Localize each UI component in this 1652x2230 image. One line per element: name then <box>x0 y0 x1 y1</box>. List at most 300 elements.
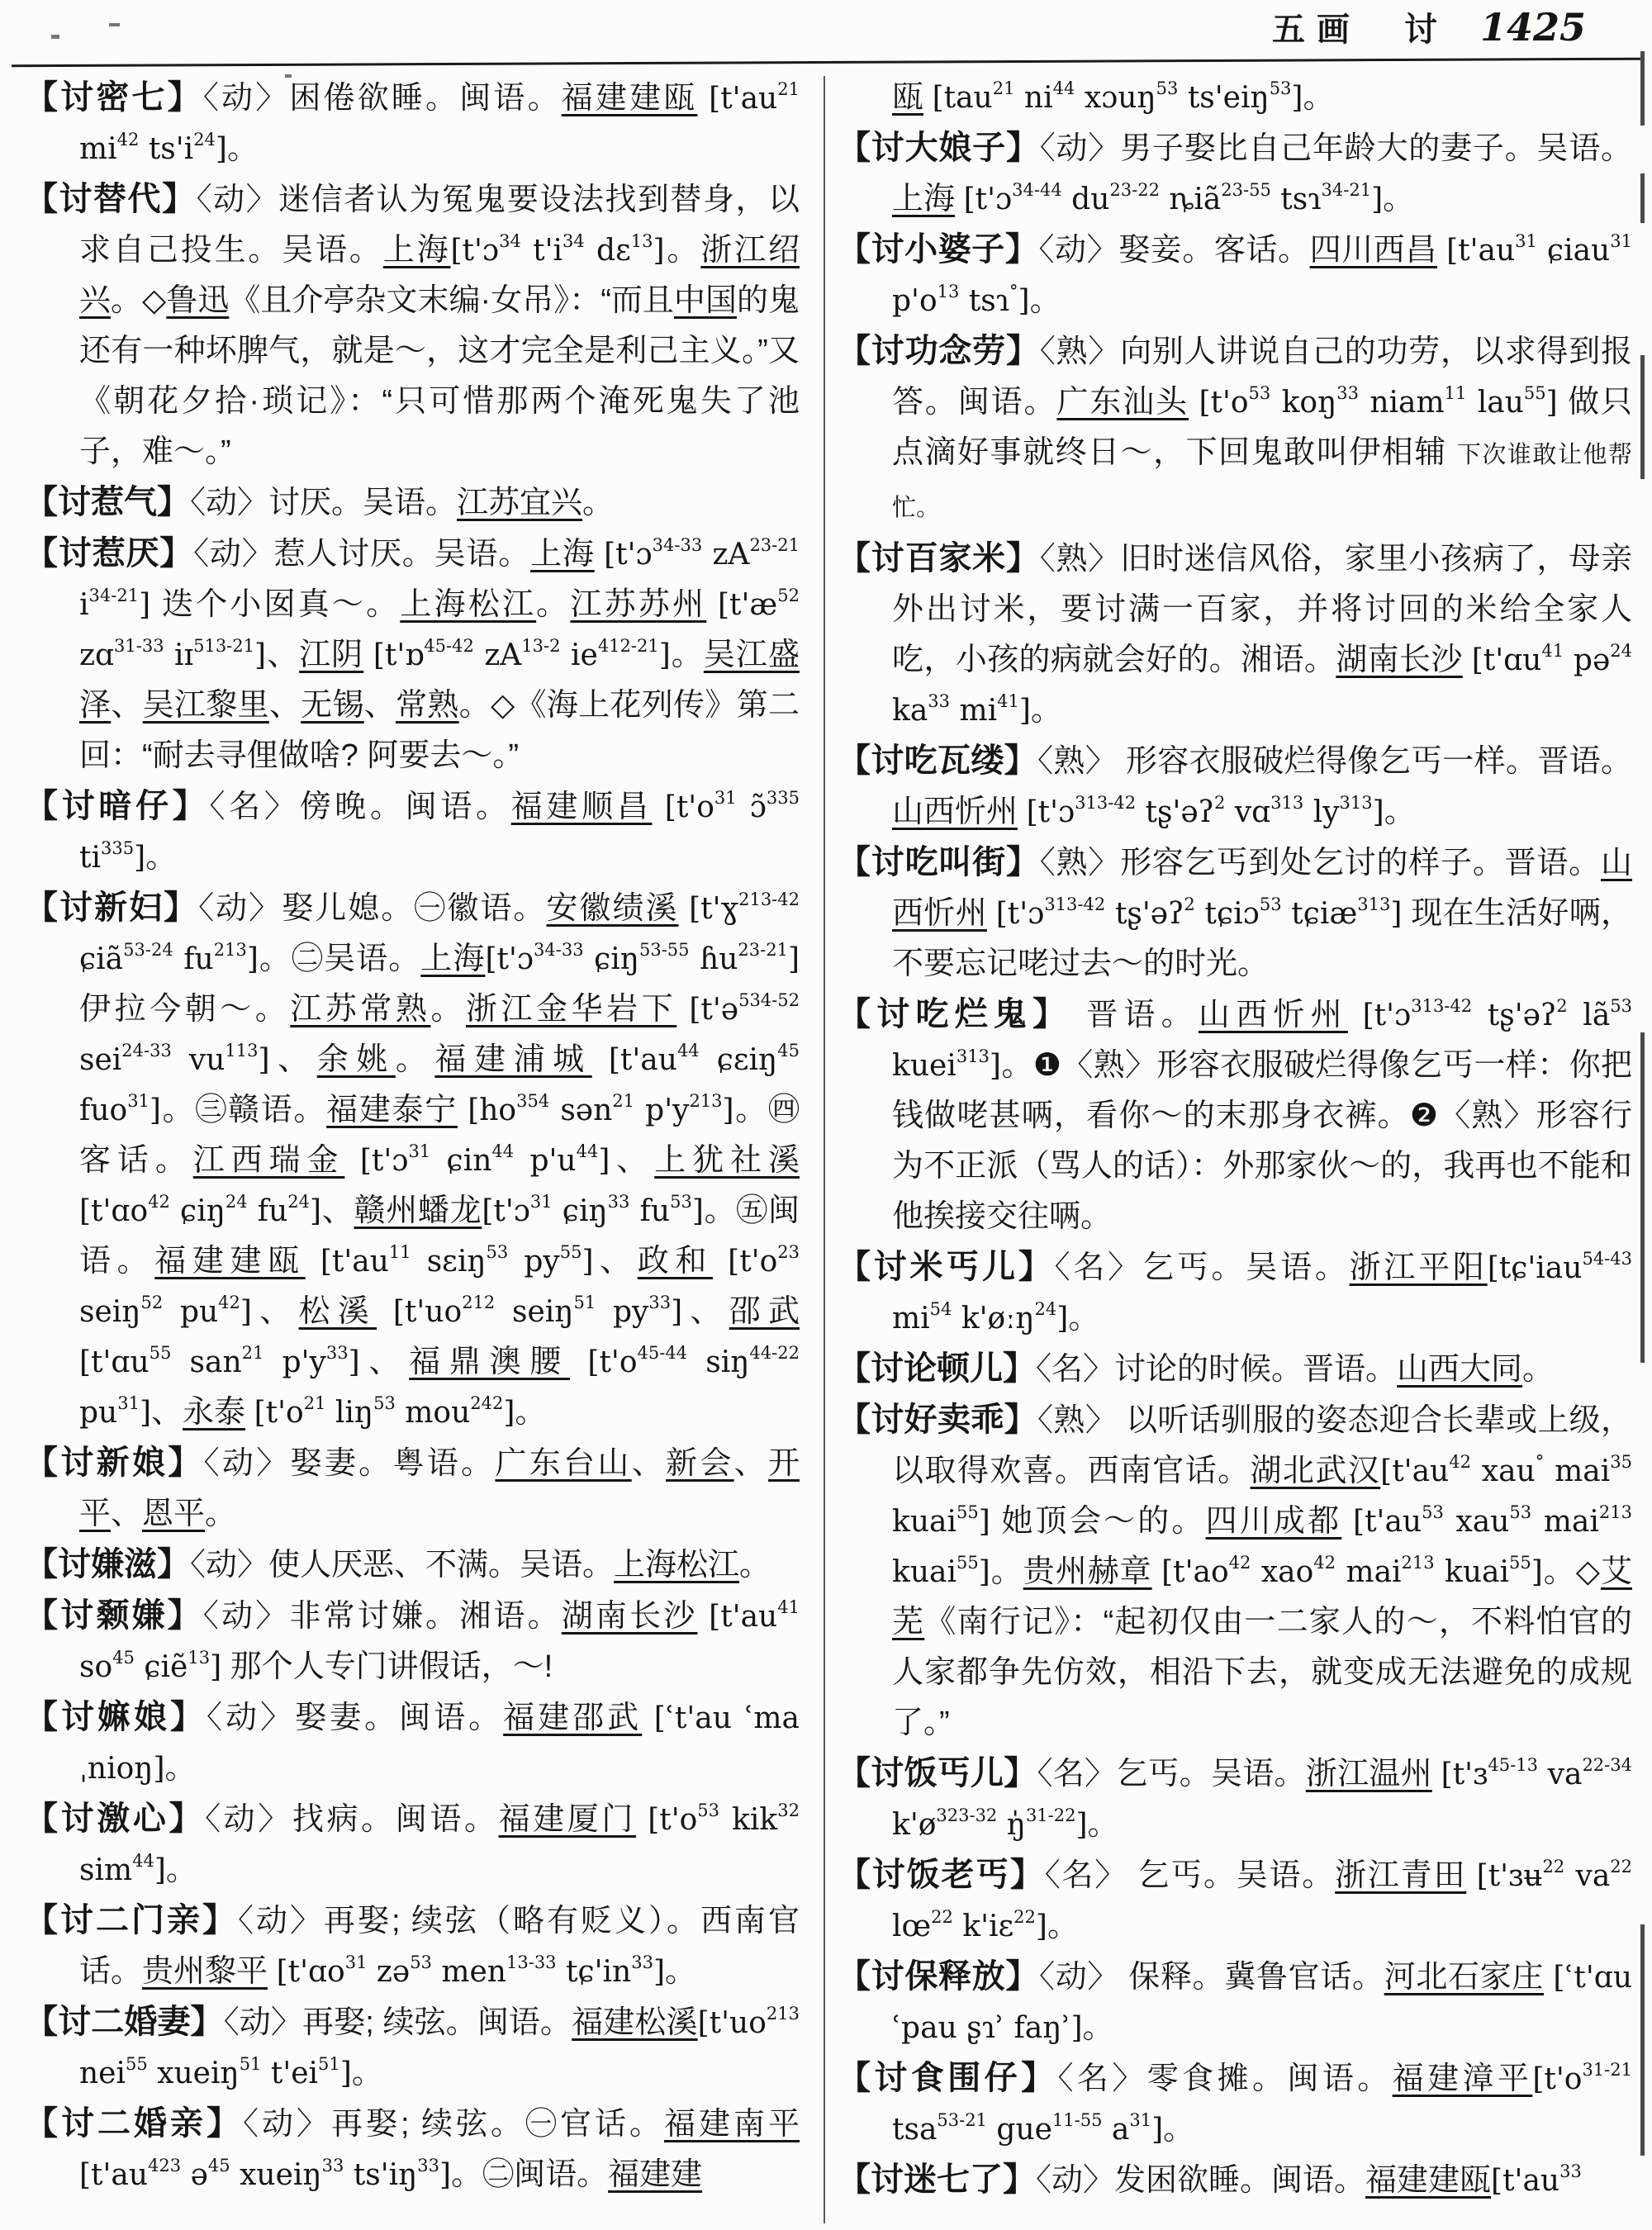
entry-text <box>636 1802 648 1837</box>
place-name: 江苏宜兴 <box>457 486 583 520</box>
place-name: 山西忻州 <box>1198 998 1348 1032</box>
ipa-transcription: [$t'o^{21}$ liŋ$^{53}$ mou$^{242}$] <box>254 1393 515 1430</box>
ipa-transcription: [$t'au^{53}$ xau$^{53}$ mai$^{213}$ kuai$^{55}$] <box>892 1502 1632 1589</box>
stroke-section-label: 五画 <box>1272 12 1361 48</box>
entry-text: 保释。冀鲁官话。 <box>1119 1960 1384 1995</box>
place-name: 山西忻州 <box>892 846 1632 931</box>
place-name: 吴江盛泽 <box>79 638 800 723</box>
entry-headword: 【讨二婚妻】 <box>25 2004 224 2040</box>
entry-text: 、 <box>359 1345 410 1379</box>
place-name: 新会 <box>666 1446 734 1481</box>
pos-tag: 〈熟〉 <box>1037 744 1118 779</box>
ipa-transcription: [t'ɔ$^{31}$ ɕin$^{44}$ $p'u^{44}$] <box>359 1141 610 1178</box>
dictionary-entry <box>25 1591 800 1692</box>
dictionary-entry <box>838 1952 1632 2053</box>
dictionary-entry <box>838 1850 1632 1952</box>
entry-text: 。 <box>164 1751 197 1786</box>
place-name: 赣州蟠龙 <box>354 1193 482 1228</box>
dictionary-entry <box>25 1997 800 2099</box>
place-name: 福建泰宁 <box>326 1093 458 1127</box>
place-name: 江阴 <box>299 638 364 672</box>
place-name: 福建建瓯 <box>1365 2163 1492 2198</box>
ipa-transcription: [$t'au^{31}$ ɕiau$^{31}$ $p'o^{13}$ tsɿ°] <box>892 231 1632 318</box>
entry-text: 、 <box>151 1395 183 1430</box>
pos-tag: 〈动〉 <box>205 1802 292 1837</box>
entry-text: 。 <box>670 638 704 672</box>
place-name: 无锡 <box>301 688 364 723</box>
ipa-transcription: [t'ɔ$^{34-33}$ $zA^{23-21}$ $i^{34-21}$] <box>79 535 800 622</box>
entry-headword: 【讨百家米】 <box>838 540 1040 576</box>
entry-text <box>1189 385 1199 420</box>
entry-text <box>713 1244 728 1279</box>
entry-text <box>923 80 933 115</box>
pos-tag: 〈动〉 <box>1038 233 1119 268</box>
pos-tag: 〈名〉 <box>1044 1858 1128 1893</box>
place-name: 福建松溪 <box>572 2005 698 2040</box>
entry-headword: 【讨小婆子】 <box>838 231 1039 268</box>
pos-tag: 〈动〉 <box>1039 1960 1120 1995</box>
entry-text: 。㊁闽语。 <box>451 2157 609 2192</box>
entry-text: 形容行为不正派（骂人的话）：外那家伙～的，我再也不能和他挨接交往唡。 <box>892 1098 1632 1234</box>
pos-tag: 〈动〉 <box>206 1701 296 1735</box>
entry-text: 形容衣服破烂得像乞丐一样：你把钱做咾甚唡，看你～的末那身衣裤。❷ <box>892 1048 1632 1133</box>
place-name: 山西忻州 <box>892 795 1018 829</box>
entry-text: 晋语。 <box>1071 998 1199 1032</box>
entry-text: 。 <box>664 233 701 268</box>
place-name: 贵州黎平 <box>142 1954 268 1989</box>
entry-text: 。 <box>395 1042 435 1077</box>
entry-text: 。 <box>1303 80 1335 115</box>
entry-text: 伊拉今朝～。 <box>79 992 291 1027</box>
entry-text: 、 <box>593 1244 638 1279</box>
entry-text: 。 <box>1029 283 1061 318</box>
place-name: 河北石家庄 <box>1384 1960 1545 1995</box>
right-column <box>838 73 1632 2206</box>
entry-text: 。㊃客话。 <box>79 1093 800 1178</box>
entry-text: 迭个小囡真～。 <box>150 587 401 622</box>
ipa-transcription: [$t'au^{21}$ $mi^{42}$ $ts'i^{24}$] <box>79 79 800 166</box>
entry-text <box>1463 643 1472 677</box>
entry-text <box>268 1954 277 1989</box>
pos-tag: 〈动〉 <box>203 1446 291 1481</box>
place-name: 浙江平阳 <box>1349 1250 1488 1285</box>
page-header <box>1272 3 1586 50</box>
place-name: 浙江温州 <box>1305 1757 1432 1791</box>
entry-text <box>363 638 373 672</box>
entry-text <box>955 182 964 216</box>
entry-text: 、 <box>111 1497 143 1531</box>
dictionary-entry <box>25 1692 800 1794</box>
entry-text: 、 <box>111 688 143 723</box>
scan-speck <box>285 74 292 78</box>
pos-tag: 〈熟〉 <box>1037 1403 1118 1438</box>
entry-text <box>458 1093 468 1127</box>
dictionary-entry <box>25 1540 800 1591</box>
place-name: 浙江青田 <box>1335 1858 1467 1893</box>
entry-text: 、 <box>631 1446 667 1481</box>
place-name: 安徽绩溪 <box>546 891 679 926</box>
entry-text: 使人厌恶、不满。吴语。 <box>268 1548 615 1582</box>
entry-text <box>679 891 690 926</box>
entry-text <box>592 1042 609 1077</box>
entry-text <box>653 790 665 824</box>
entry-text: 。◇ <box>111 283 167 318</box>
place-name: 四川成都 <box>1205 1504 1342 1539</box>
entry-text: 。 <box>430 992 466 1027</box>
place-name: 江苏常熟 <box>290 992 431 1027</box>
entry-text: 的鬼还有一种坏脾气，就是～，这才完全是利己主义。”又《朝花夕拾·琐记》：“只可惜那两个淹死鬼失了池子，难～。” <box>79 283 800 469</box>
place-name: 四川西昌 <box>1309 233 1437 268</box>
place-name: 福建南平 <box>664 2107 800 2142</box>
dictionary-entry <box>25 477 800 529</box>
place-name: 政和 <box>637 1244 713 1279</box>
place-name: 上海松江 <box>614 1548 740 1582</box>
entry-text <box>697 1599 709 1634</box>
dictionary-entry <box>25 2099 800 2200</box>
ipa-transcription: [$t'ao^{42}$ xao$^{42}$ mai$^{213}$ kuai$^{55}$] <box>1161 1553 1543 1589</box>
dictionary-entry <box>838 225 1632 326</box>
ipa-transcription: [$t'au^{11}$ sɛiŋ$^{53}$ $py^{55}$] <box>320 1242 594 1279</box>
pos-tag: 〈熟〉 <box>1061 1048 1157 1083</box>
entry-text: 讨厌。吴语。 <box>268 486 458 520</box>
entry-text: 娶妻。闽语。 <box>295 1701 504 1735</box>
ipa-transcription: [$t'o^{31-21}$ tsa$^{53-21}$ gue$^{11-55}$ $a^{31}$] <box>892 2060 1632 2147</box>
dictionary-entry <box>25 73 800 174</box>
ipa-transcription: [t'ɑu$^{41}$ pə$^{24}$ $ka^{33}$ $mi^{41}$] <box>892 641 1632 728</box>
entry-headword: 【讨嫲娘】 <box>25 1699 207 1735</box>
entry-text: 迷信者认为冤鬼要设法找到替身，以求自己投生。吴语。 <box>79 183 800 268</box>
entry-text <box>1437 233 1446 268</box>
entry-text <box>697 81 709 116</box>
pos-tag: 〈动〉 <box>190 486 269 520</box>
entry-headword: 【讨惹厌】 <box>25 535 194 572</box>
entry-text: 惹人讨厌。吴语。 <box>273 537 531 572</box>
entry-text: 。 <box>1383 182 1415 216</box>
dictionary-entry <box>838 2155 1632 2206</box>
dictionary-entry <box>838 736 1632 837</box>
dictionary-entry <box>838 837 1632 989</box>
entry-continuation <box>838 73 1632 123</box>
pos-tag: 〈动〉 <box>196 183 279 217</box>
entry-headword: 【讨迷七了】 <box>838 2161 1036 2198</box>
ipa-transcription: [ʿt'ɑu ʿpau ʂɿʾ faŋʾ] <box>892 1961 1633 2045</box>
entry-text: 。 <box>536 587 571 622</box>
entry-headword: 【讨功念劳】 <box>838 333 1040 369</box>
ipa-transcription: [t'ɜʉ$^{22}$ $va^{22}$ $lœ^{22}$ k'iɛ$^{22}$] <box>892 1857 1633 1943</box>
entry-text: 乞丐。吴语。 <box>1116 1757 1306 1791</box>
ipa-transcription: [$ho^{354}$ sən$^{21}$ $p'y^{213}$] <box>468 1091 734 1127</box>
pos-tag: 〈动〉 <box>1036 2163 1115 2198</box>
dictionary-entry <box>838 1344 1632 1395</box>
entry-text <box>1348 998 1363 1032</box>
entry-text: 。◇ <box>1542 1554 1601 1589</box>
header-rule <box>12 58 1640 68</box>
entry-text: 形容乞丐到处乞讨的样子。晋语。 <box>1120 846 1601 880</box>
entry-text: 。 <box>515 1395 547 1430</box>
entry-text: 。 <box>1384 795 1416 829</box>
entry-headword: 【讨食围仔】 <box>838 2060 1058 2096</box>
ipa-transcription: [$t'o^{53}$ koŋ$^{33}$ niam$^{11}$ lau$^{55}$] <box>1199 383 1558 420</box>
pos-tag: 〈名〉 <box>1036 1352 1115 1387</box>
ipa-transcription: [$t'au^{423}$ ə$^{45}$ xueiŋ$^{33}$ $ts'iŋ^{33}$] <box>79 2156 452 2192</box>
entry-headword: 【讨好卖乖】 <box>838 1402 1038 1438</box>
place-name: 余姚 <box>316 1042 396 1077</box>
entry-headword: 【讨饭老丐】 <box>838 1857 1045 1893</box>
place-name: 浙江金华岩下 <box>465 992 677 1027</box>
entry-text: 、 <box>269 1042 317 1077</box>
ipa-transcription: [t'ɔ$^{34-33}$ ɕiŋ$^{53-55}$ ɦu$^{23-21}$] <box>485 940 800 976</box>
entry-headword: 【讨嫌滋】 <box>25 1546 190 1582</box>
ipa-transcription: [t'ɔ$^{313-42}$ tʂ'əʔ$^2$ tɕiɔ$^{53}$ tɕiæ$^{313}$] <box>995 894 1403 931</box>
entry-text: 《且介亭杂文末编·女吊》：“而且 <box>229 283 674 318</box>
entry-text: 。 <box>1522 1352 1555 1387</box>
ipa-transcription: [$t'au^{33}$ <box>1491 2161 1582 2198</box>
place-name: 恩平 <box>142 1497 206 1531</box>
place-name: 广东汕头 <box>1056 385 1189 420</box>
entry-headword: 【讨吃叫街】 <box>838 844 1040 880</box>
entry-headword: 【讨新娘】 <box>25 1445 204 1481</box>
dictionary-entry <box>25 174 800 477</box>
entry-text: 零食摊。闽语。 <box>1146 2062 1393 2096</box>
entry-headword: 【讨替代】 <box>25 181 197 217</box>
entry-headword: 【讨大娘子】 <box>838 130 1040 166</box>
place-name: 永泰 <box>183 1395 246 1430</box>
entry-text: 做只点滴好事就终日～，下回鬼敢叫伊相辅 <box>892 385 1633 470</box>
place-name: 上海 <box>382 233 451 268</box>
entry-text: 娶妾。客话。 <box>1118 233 1310 268</box>
pos-tag: 〈动〉 <box>237 1904 324 1938</box>
dictionary-entry <box>838 326 1632 534</box>
scan-speck <box>51 35 59 39</box>
place-name: 山西大同 <box>1397 1352 1523 1387</box>
ipa-transcription: [$t'o^{45-44}$ siŋ$^{44-22}$ $pu^{31}$] <box>79 1343 800 1430</box>
pos-tag: 〈动〉 <box>193 537 274 572</box>
entry-text: 。 <box>739 1548 771 1582</box>
entry-text: 娶妻。粤语。 <box>290 1446 496 1481</box>
pos-tag: 〈熟〉 <box>1439 1098 1536 1133</box>
place-name: 艾芜 <box>892 1554 1632 1639</box>
dictionary-entry <box>838 2053 1632 2155</box>
place-name: 邵武 <box>729 1294 800 1329</box>
dictionary-entry <box>838 1748 1632 1850</box>
section-character: 讨 <box>1404 12 1437 48</box>
ipa-transcription: [ʿt'au ʿma ˌnioŋ] <box>79 1701 800 1786</box>
entry-text <box>595 537 604 572</box>
dictionary-entry <box>25 781 800 883</box>
left-column <box>25 73 800 2200</box>
place-name: 上海 <box>420 942 486 976</box>
entry-text: 傍晚。闽语。 <box>299 790 511 824</box>
entry-text <box>245 1395 254 1430</box>
ipa-transcription: [t'ə$^{534-52}$ sei$^{24-33}$ $vu^{113}$] <box>79 990 800 1077</box>
entry-text: 。 <box>582 486 615 520</box>
entry-text: 。 <box>1087 1807 1119 1842</box>
entry-text <box>377 1294 393 1329</box>
place-name: 福鼎澳腰 <box>409 1345 571 1379</box>
entry-text: 。◇《海上花列传》第二回：“耐去寻俚做啥? 阿要去～。” <box>79 688 800 773</box>
ipa-transcription: [t'ɒ$^{45-42}$ $zA^{13-2}$ $ie^{412-21}$] <box>373 636 671 672</box>
entry-text: 讨论的时候。晋语。 <box>1114 1352 1398 1387</box>
place-name: 吴江黎里 <box>142 688 269 723</box>
place-name: 福建漳平 <box>1392 2062 1533 2096</box>
place-name: 江苏苏州 <box>570 587 707 622</box>
dictionary-entry <box>25 1438 800 1540</box>
entry-text: 男子娶比自己年龄大的妻子。吴语。 <box>1120 131 1632 166</box>
place-name: 上海 <box>892 182 956 216</box>
ipa-transcription: [t'ɔ$^{34}$ $t'i^{34}$ dɛ$^{13}$] <box>450 231 665 268</box>
scan-edge-artifact <box>1640 51 1645 126</box>
pos-tag: 〈动〉 <box>223 2005 303 2040</box>
pos-tag: 〈名〉 <box>1057 2062 1147 2096</box>
pos-tag: 〈动〉 <box>198 891 282 926</box>
place-name: 福建浦城 <box>434 1042 592 1077</box>
ipa-transcription: [$t'o^{31}$ ɔ̃$^{335}$ $ti^{335}$] <box>79 788 800 875</box>
entry-text: 。㊂赣语。 <box>160 1093 327 1127</box>
dictionary-entry <box>25 1896 800 1997</box>
entry-headword: 【讨暗仔】 <box>25 788 210 824</box>
entry-text: 娶儿媳。㊀徽语。 <box>282 891 547 926</box>
entry-headword: 【讨吃烂鬼】 <box>838 996 1072 1032</box>
place-name: 上犹社溪 <box>654 1143 800 1178</box>
dictionary-entry <box>838 989 1632 1242</box>
dictionary-entry <box>25 529 800 781</box>
entry-text: 形容衣服破烂得像乞丐一样。晋语。 <box>1117 744 1632 779</box>
entry-headword: 【讨二婚亲】 <box>25 2105 243 2142</box>
entry-text: 。 <box>351 2056 383 2090</box>
pos-tag: 〈名〉 <box>1037 1757 1117 1791</box>
place-name: 广东台山 <box>495 1446 632 1481</box>
entry-headword: 【讨保释放】 <box>838 1958 1040 1995</box>
entry-text <box>306 1244 320 1279</box>
entry-text: 。 <box>226 131 259 166</box>
scan-edge-artifact <box>1640 173 1645 223</box>
dictionary-entry <box>838 1242 1632 1344</box>
column-divider <box>824 76 825 2223</box>
entry-headword: 【讨惹气】 <box>25 484 190 520</box>
entry-text: 、 <box>363 688 396 723</box>
ipa-transcription: [$t'æ^{52}$ zɑ$^{31-33}$ iɪ$^{513-21}$] <box>79 586 800 672</box>
entry-text: 《南行记》：“起初仅由一二家人的～，不料怕官的人家都争先仿效，相沿下去，就变成无法避免的成规了。” <box>892 1605 1632 1740</box>
entry-text: 那个人专门讲假话，～! <box>221 1649 553 1684</box>
pos-tag: 〈动〉 <box>190 1548 269 1582</box>
page-number: 1425 <box>1480 5 1587 50</box>
pos-tag: 〈动〉 <box>242 2107 331 2142</box>
entry-text: 。 <box>990 1554 1023 1589</box>
place-name: 福建顺昌 <box>510 790 653 824</box>
place-name: 福建建 <box>608 2157 703 2192</box>
entry-text <box>706 587 718 622</box>
place-name: 贵州赫章 <box>1023 1554 1152 1589</box>
scan-edge-artifact <box>1640 355 1645 479</box>
place-name: 鲁迅 <box>166 283 230 318</box>
dictionary-entry <box>25 883 800 1438</box>
place-name: 福建建瓯 <box>561 81 698 116</box>
place-name: 福建邵武 <box>503 1701 643 1735</box>
entry-text <box>987 896 996 931</box>
ipa-transcription: [$t'au^{44}$ ɕɛiŋ$^{45}$ fuo$^{31}$] <box>79 1041 800 1127</box>
scan-edge-artifact <box>1640 1924 1645 2156</box>
pos-tag: 〈动〉 <box>1039 131 1121 166</box>
entry-text <box>1018 795 1027 829</box>
ipa-transcription: [tau$^{21}$ $ni^{44}$ xɔuŋ$^{53}$ ts'eiŋ$^{53}$] <box>932 78 1303 115</box>
entry-text: 乞丐。吴语。 <box>1127 1858 1336 1893</box>
entry-headword: 【讨饭丐儿】 <box>838 1755 1037 1791</box>
ipa-transcription: [t'ɣ$^{213-42}$ ɕiã$^{53-24}$ $fu^{213}$] <box>79 890 800 976</box>
ipa-transcription: [t'ɔ$^{31}$ ɕiŋ$^{33}$ $fu^{53}$] <box>482 1192 704 1228</box>
entry-text: 、 <box>321 1193 354 1228</box>
entry-text: 。 <box>145 840 178 875</box>
place-name: 福建厦门 <box>498 1802 637 1837</box>
ipa-transcription: [$t'au^{42}$ xau° mai$^{35}$ kuai$^{55}$] <box>892 1452 1632 1539</box>
place-name: 浙江绍兴 <box>79 233 800 318</box>
ipa-transcription: [t'ɑu$^{55}$ san$^{21}$ $p'y^{33}$] <box>79 1343 360 1379</box>
entry-text <box>570 1345 587 1379</box>
dictionary-entry <box>838 1395 1632 1748</box>
entry-text: 。 <box>1047 1909 1079 1943</box>
dictionary-entry <box>838 534 1632 736</box>
entry-text <box>1341 1504 1353 1539</box>
entry-text: 、 <box>733 1446 768 1481</box>
entry-headword: 【讨颡嫌】 <box>25 1597 203 1634</box>
entry-text: 。 <box>1163 2112 1195 2147</box>
pos-tag: 〈名〉 <box>1054 1250 1142 1285</box>
place-name: 常熟 <box>396 688 459 723</box>
entry-text: 、 <box>266 638 300 672</box>
entry-text: 发困欲睡。闽语。 <box>1114 2163 1366 2198</box>
entry-text: 找病。闽语。 <box>292 1802 499 1837</box>
entry-text: 、 <box>682 1294 729 1329</box>
entry-text <box>1466 1858 1476 1893</box>
entry-text: 再娶; 续弦。㊀官话。 <box>330 2107 664 2142</box>
gloss-small: 下次谁敢让他帮忙。 <box>892 442 1632 521</box>
entry-text: 。 <box>205 1497 237 1531</box>
place-name: 上海 <box>530 537 595 572</box>
entry-text <box>642 1701 654 1735</box>
place-name: 松溪 <box>298 1294 377 1329</box>
entry-text <box>344 1143 359 1178</box>
scan-edge-artifact <box>1640 1032 1645 1363</box>
entry-text: 非常讨嫌。湘语。 <box>289 1599 562 1634</box>
entry-headword: 【讨吃瓦缕】 <box>838 743 1038 779</box>
entry-text: 向别人讲说自己的功劳，以求得到报答。闽语。 <box>892 334 1632 420</box>
ipa-transcription: [tɕ'iau$^{54-43}$ $mi^{54}$ k'øːŋ$^{24}$] <box>892 1249 1632 1336</box>
pos-tag: 〈熟〉 <box>1039 334 1121 369</box>
ipa-transcription: [t'ɔ$^{313-42}$ tʂ'əʔ$^2$ vɑ$^{313}$ $ly^{313}$] <box>1026 793 1384 829</box>
entry-headword: 【讨激心】 <box>25 1801 206 1837</box>
entry-text: 乞丐。吴语。 <box>1142 1250 1350 1285</box>
entry-text: 。 <box>1068 1301 1100 1336</box>
ipa-transcription: [$t'au^{41}$ $so^{45}$ ɕiẽ$^{13}$] <box>79 1597 800 1684</box>
ipa-transcription: [$t'o^{53}$ kik$^{32}$ sim$^{44}$] <box>79 1801 800 1887</box>
pos-tag: 〈熟〉 <box>1039 542 1121 576</box>
entry-text: 再娶; 续弦。闽语。 <box>302 2005 572 2040</box>
entry-text: 。 <box>1030 693 1062 728</box>
entry-text: 。 <box>665 1954 697 1989</box>
ipa-transcription: [$t'uo^{213}$ nei$^{55}$ xueiŋ$^{51}$ $t'ei^{51}$] <box>79 2004 800 2090</box>
place-name: 中国 <box>673 283 737 318</box>
entry-text <box>1432 1757 1441 1791</box>
ipa-transcription: [$t'o^{23}$ seiŋ$^{52}$ $pu^{42}$] <box>79 1242 800 1329</box>
entry-text: 旧时迷信风俗，家里小孩病了，母亲外出讨米，要讨满一百家，并将讨回的米给全家人吃，小孩的病就会好的。湘语。 <box>892 542 1632 677</box>
ipa-transcription: [t'ɜ$^{45-13}$ $va^{22-34}$ $k'ø^{323-32}$ ŋ̍$^{31-22}$] <box>892 1755 1632 1842</box>
entry-text: 。❶ <box>1000 1048 1062 1083</box>
entry-text: 、 <box>251 1294 299 1329</box>
pos-tag: 〈动〉 <box>202 81 290 116</box>
entry-headword: 【讨密七】 <box>25 79 203 116</box>
entry-headword: 【讨米丐儿】 <box>838 1249 1055 1285</box>
entry-text: 。 <box>165 1853 197 1887</box>
place-name: 湖北武汉 <box>1250 1454 1381 1488</box>
